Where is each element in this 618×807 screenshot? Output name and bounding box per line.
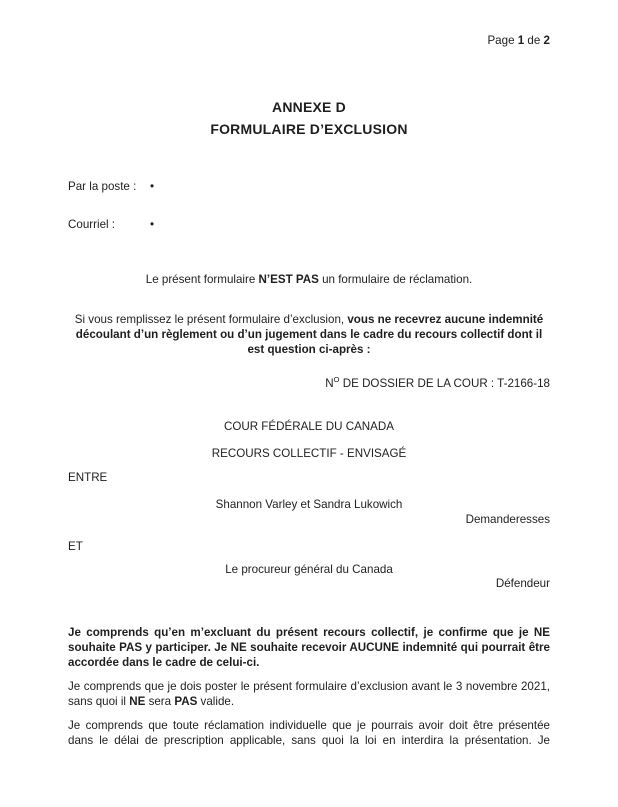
court-file-n: N [325,377,334,390]
plaintiffs-names: Shannon Varley et Sandra Lukowich [215,498,403,511]
page-total: 2 [543,34,550,47]
email-field-row [68,217,154,232]
court-file-rest: DE DOSSIER DE LA COUR : T-2166-18 [339,377,550,390]
defendant-name: Le procureur général du Canada [225,563,393,576]
proceeding-type: RECOURS COLLECTIF - ENVISAGÉ [211,447,407,460]
page-word: Page [487,34,518,47]
claim-notice-emphasis: N’EST PAS [258,273,319,286]
page-of-word: de [524,34,544,47]
deadline-seg1: Je comprends que je dois poster le présent formulaire d’exclusion avant le 3 novembre 2021, sans quoi il [68,680,550,708]
court-name: COUR FÉDÉRALE DU CANADA [223,420,395,433]
document-title [68,96,550,140]
deadline-paragraph [68,679,550,709]
opt-out-paragraph: Je comprends qu’en m’excluant du présent recours collectif, je confirme que je NE souhaite PAS y participer. Je NE souhaite recevoir AUCUNE indemnité qui pourrait être accordée dans le cadre de celui-ci. [68,626,550,669]
exclusion-warning [68,312,550,357]
claim-notice [68,272,550,287]
mail-field-row [68,179,154,194]
exclusion-warning-pre: Si vous remplissez le présent formulaire d’exclusion, [74,313,348,326]
form-title: FORMULAIRE D’EXCLUSION [210,121,408,137]
plaintiffs-role: Demanderesses [465,513,550,526]
email-label: Courriel : [68,218,116,231]
deadline-ne: NE [129,695,146,708]
court-file-superscript: O [333,375,340,385]
claim-notice-pre: Le présent formulaire [145,273,259,286]
and-label: ET [68,540,83,553]
page-indicator [68,33,550,48]
mail-label: Par la poste : [68,180,137,193]
between-label: ENTRE [68,471,108,484]
deadline-pas: PAS [174,695,198,708]
email-bullet: • [150,218,155,231]
limitation-paragraph: Je comprends que toute réclamation individuelle que je pourrais avoir doit être présentée dans le délai de prescription applicable, sans quoi la loi en interdira la présentation. Je [68,719,550,747]
defendant-role: Défendeur [495,577,550,590]
court-file-number [68,376,550,391]
claim-notice-post: un formulaire de réclamation. [318,273,473,286]
deadline-seg2: sera [145,695,175,708]
annex-title: ANNEXE D [272,99,346,115]
deadline-seg3: valide. [197,695,235,708]
page-current: 1 [517,34,525,47]
exclusion-warning-emphasis: vous ne recevrez aucune indemnité découlant d’un règlement ou d’un jugement dans le cadre du recours collectif dont il est question ci-après : [75,313,544,356]
mail-bullet: • [150,180,155,193]
